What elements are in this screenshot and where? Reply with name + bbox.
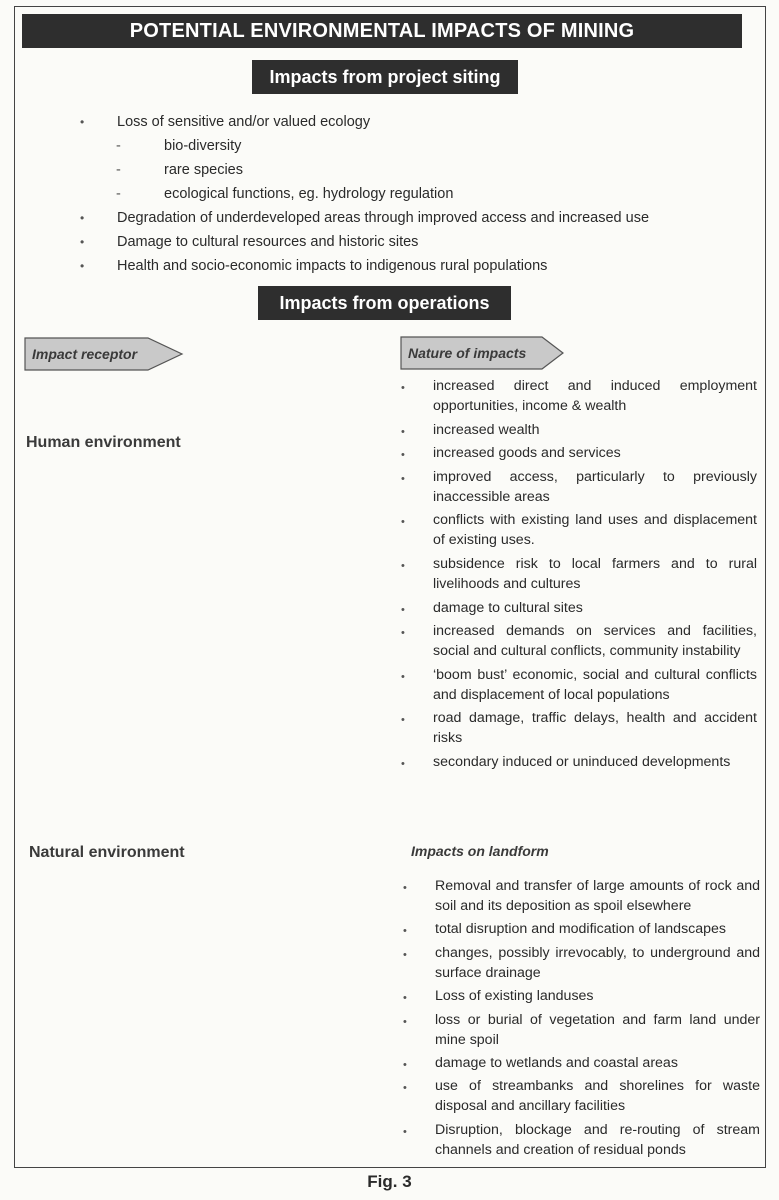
human-impact-item — [401, 554, 757, 594]
siting-sub-item — [80, 160, 720, 184]
siting-list-item — [80, 256, 720, 280]
bullet-dot-icon: • — [401, 382, 405, 394]
siting-item-text: Health and socio-economic impacts to indigenous rural populations — [117, 258, 548, 274]
bullet-dot-icon: • — [401, 627, 405, 640]
figure-caption: Fig. 3 — [367, 1172, 412, 1191]
siting-item-text: Damage to cultural resources and historic sites — [117, 234, 419, 250]
impact-receptor-label: Impact receptor — [32, 346, 138, 362]
natural-impact-item — [403, 1010, 760, 1050]
nature-of-impacts-tag — [400, 336, 565, 370]
human-impact-item — [401, 708, 757, 748]
bullet-dot-icon: • — [403, 1125, 407, 1138]
dash-marker: - — [116, 186, 121, 202]
bullet-dot-icon: • — [403, 1058, 407, 1071]
bullet-dot-icon: • — [403, 1015, 407, 1028]
natural-environment-label: Natural environment — [29, 844, 185, 861]
siting-list — [80, 112, 720, 280]
human-impact-item-text: damage to cultural sites — [433, 599, 583, 616]
bullet-dot-icon: • — [403, 1082, 407, 1095]
siting-list-item — [80, 208, 720, 232]
human-impact-item-text: increased demands on services and facilities, social and cultural conflicts, community instability — [433, 623, 757, 660]
bullet-dot-icon: • — [401, 516, 405, 529]
human-impact-item — [401, 443, 757, 463]
dash-marker: - — [116, 138, 121, 154]
natural-impact-item-text: changes, possibly irrevocably, to underground and surface drainage — [435, 944, 760, 981]
human-impact-item — [401, 621, 757, 661]
natural-impact-item-text: use of streambanks and shorelines for waste disposal and ancillary facilities — [435, 1078, 760, 1115]
bullet-dot-icon: • — [80, 115, 85, 129]
natural-impact-item — [403, 919, 760, 939]
natural-impact-item-text: Disruption, blockage and re-routing of stream channels and creation of residual ponds — [435, 1121, 760, 1158]
bullet-dot-icon: • — [403, 925, 407, 938]
natural-impact-item-text: total disruption and modification of landscapes — [435, 921, 727, 938]
natural-impact-item — [403, 876, 760, 916]
natural-impact-item — [403, 1076, 760, 1116]
human-impact-item — [401, 376, 757, 416]
siting-sub-item — [80, 184, 720, 208]
bullet-dot-icon: • — [80, 259, 85, 273]
human-impact-item — [401, 420, 757, 440]
natural-impacts-list — [403, 876, 760, 1163]
landform-subheading: Impacts on landform — [411, 843, 549, 859]
bullet-dot-icon: • — [401, 757, 405, 770]
natural-impact-item — [403, 986, 760, 1006]
bullet-dot-icon: • — [401, 472, 405, 485]
natural-impact-item-text: Removal and transfer of large amounts of rock and soil and its deposition as spoil elsewhere — [435, 878, 760, 914]
siting-heading: Impacts from project siting — [252, 60, 518, 94]
natural-impact-item — [403, 1053, 760, 1073]
human-impact-item — [401, 665, 757, 705]
impact-receptor-tag — [24, 337, 184, 371]
human-impact-item-text: road damage, traffic delays, health and accident risks — [433, 710, 757, 747]
siting-sub-item-text: bio-diversity — [164, 138, 242, 154]
natural-impact-item-text: damage to wetlands and coastal areas — [435, 1054, 678, 1071]
bullet-dot-icon: • — [401, 714, 405, 727]
siting-sub-item-text: rare species — [164, 162, 243, 178]
human-impact-item — [401, 467, 757, 507]
human-impact-item-text: secondary induced or uninduced developments — [433, 753, 731, 770]
operations-heading: Impacts from operations — [258, 286, 511, 320]
dash-marker: - — [116, 162, 121, 178]
bullet-dot-icon: • — [401, 425, 405, 438]
human-impact-item — [401, 752, 757, 772]
bullet-dot-icon: • — [403, 992, 407, 1005]
human-impact-item-text: ‘boom bust’ economic, social and cultural conflicts and displacement of local populations — [433, 666, 757, 703]
human-impact-item-text: subsidence risk to local farmers and to rural livelihoods and cultures — [433, 555, 757, 592]
siting-list-item — [80, 232, 720, 256]
human-impact-item-text: improved access, particularly to previously inaccessible areas — [433, 468, 757, 505]
human-impact-item-text: increased wealth — [433, 421, 540, 438]
siting-sub-item-text: ecological functions, eg. hydrology regulation — [164, 186, 454, 202]
human-impacts-list — [401, 376, 757, 776]
human-impact-item-text: conflicts with existing land uses and displacement of existing uses. — [433, 512, 757, 549]
page-title: POTENTIAL ENVIRONMENTAL IMPACTS OF MINING — [22, 14, 742, 48]
human-impact-item — [401, 510, 757, 550]
nature-of-impacts-label: Nature of impacts — [408, 345, 527, 361]
bullet-dot-icon: • — [403, 882, 407, 894]
bullet-dot-icon: • — [80, 211, 85, 225]
natural-impact-item — [403, 943, 760, 983]
human-impact-item-text: increased direct and induced employment opportunities, income & wealth — [433, 378, 757, 414]
natural-impact-item-text: Loss of existing landuses — [435, 988, 594, 1005]
bullet-dot-icon: • — [401, 603, 405, 616]
bullet-dot-icon: • — [401, 559, 405, 572]
bullet-dot-icon: • — [80, 235, 85, 249]
siting-item-text: Loss of sensitive and/or valued ecology — [117, 114, 371, 130]
natural-impact-item — [403, 1120, 760, 1160]
siting-sub-item — [80, 136, 720, 160]
human-impact-item — [401, 598, 757, 618]
human-environment-label: Human environment — [26, 434, 181, 451]
siting-list-item — [80, 112, 720, 136]
bullet-dot-icon: • — [401, 670, 405, 683]
bullet-dot-icon: • — [403, 948, 407, 961]
natural-impact-item-text: loss or burial of vegetation and farm land under mine spoil — [435, 1011, 760, 1048]
siting-item-text: Degradation of underdeveloped areas through improved access and increased use — [117, 210, 650, 226]
human-impact-item-text: increased goods and services — [433, 445, 621, 462]
bullet-dot-icon: • — [401, 449, 405, 462]
